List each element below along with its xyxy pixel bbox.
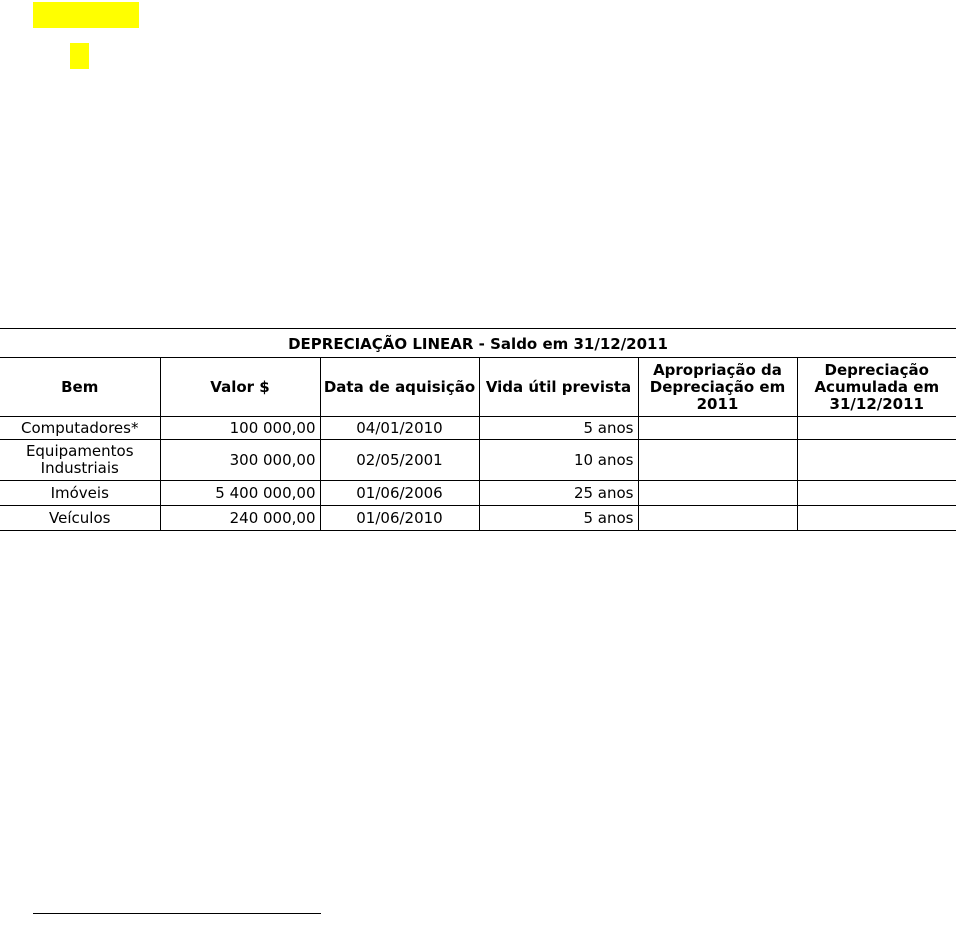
header-vida-util: Vida útil prevista (479, 358, 638, 417)
table-row (0, 481, 956, 506)
table-title: DEPRECIAÇÃO LINEAR - Saldo em 31/12/2011 (0, 329, 956, 358)
header-apropriacao: Apropriação da Depreciação em 2011 (638, 358, 797, 417)
footnote-separator (33, 913, 321, 914)
cell-valor: 300 000,00 (160, 440, 320, 481)
table-header-row (0, 358, 956, 417)
table-row (0, 506, 956, 531)
cell-acumulada (797, 440, 956, 481)
cell-apropriacao (638, 481, 797, 506)
cell-bem: Equipamentos Industriais (0, 440, 160, 481)
cell-apropriacao (638, 506, 797, 531)
cell-valor: 5 400 000,00 (160, 481, 320, 506)
cell-valor: 240 000,00 (160, 506, 320, 531)
cell-acumulada (797, 481, 956, 506)
cell-data: 01/06/2010 (320, 506, 479, 531)
depreciation-table (0, 328, 956, 531)
cell-data: 04/01/2010 (320, 417, 479, 440)
cell-apropriacao (638, 440, 797, 481)
cell-apropriacao (638, 417, 797, 440)
table-row (0, 417, 956, 440)
header-bem: Bem (0, 358, 160, 417)
cell-bem: Computadores* (0, 417, 160, 440)
cell-bem: Imóveis (0, 481, 160, 506)
cell-vida: 10 anos (479, 440, 638, 481)
header-data-aquisicao: Data de aquisição (320, 358, 479, 417)
table-row (0, 440, 956, 481)
cell-acumulada (797, 506, 956, 531)
header-depreciacao-acumulada: Depreciação Acumulada em 31/12/2011 (797, 358, 956, 417)
header-valor: Valor $ (160, 358, 320, 417)
cell-valor: 100 000,00 (160, 417, 320, 440)
cell-acumulada (797, 417, 956, 440)
cell-data: 02/05/2001 (320, 440, 479, 481)
cell-data: 01/06/2006 (320, 481, 479, 506)
yellow-highlight-square (70, 43, 89, 69)
cell-vida: 25 anos (479, 481, 638, 506)
cell-vida: 5 anos (479, 417, 638, 440)
cell-vida: 5 anos (479, 506, 638, 531)
cell-bem: Veículos (0, 506, 160, 531)
yellow-highlight-bar (33, 2, 139, 28)
table-title-row (0, 329, 956, 358)
